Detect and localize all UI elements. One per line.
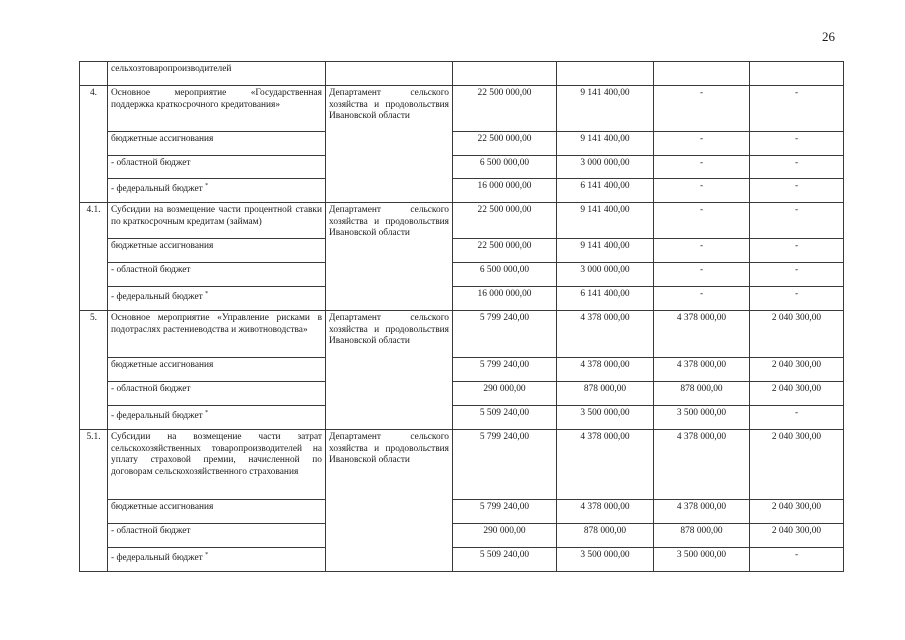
value-cell: 6 500 000,00 (453, 263, 557, 287)
budget-line-label (108, 548, 326, 572)
value-cell: 290 000,00 (453, 524, 557, 548)
table-row (80, 287, 844, 311)
value-cell: 5 799 240,00 (453, 500, 557, 524)
budget-line-label (108, 287, 326, 311)
value-cell: 4 378 000,00 (654, 500, 750, 524)
value-cell: - (654, 239, 750, 263)
footnote-mark: * (205, 552, 209, 558)
value-cell: - (750, 239, 844, 263)
value-cell: 4 378 000,00 (557, 500, 654, 524)
table-row (80, 179, 844, 203)
value-cell: 5 509 240,00 (453, 406, 557, 430)
value-cell: 5 799 240,00 (453, 311, 557, 358)
value-cell (654, 62, 750, 86)
value-cell: 3 500 000,00 (557, 406, 654, 430)
value-cell: 22 500 000,00 (453, 86, 557, 132)
value-cell (557, 62, 654, 86)
value-cell: 5 509 240,00 (453, 548, 557, 572)
value-cell: - (654, 263, 750, 287)
department-cell (326, 62, 453, 86)
value-cell: 4 378 000,00 (654, 358, 750, 382)
value-cell: - (750, 287, 844, 311)
footnote-mark: * (205, 291, 209, 297)
value-cell: 2 040 300,00 (750, 358, 844, 382)
table-row (80, 500, 844, 524)
footnote-mark: * (205, 410, 209, 416)
table-row (80, 156, 844, 179)
program-name-cell: Основное мероприятие «Управление рисками в подотраслях растениеводства и животноводства» (108, 311, 326, 358)
budget-line-label: бюджетные ассигнования (108, 239, 326, 263)
value-cell: - (750, 179, 844, 203)
value-cell: 9 141 400,00 (557, 239, 654, 263)
value-cell: 4 378 000,00 (557, 358, 654, 382)
value-cell: 22 500 000,00 (453, 203, 557, 239)
value-cell: 2 040 300,00 (750, 382, 844, 406)
budget-table (79, 61, 844, 572)
value-cell: 2 040 300,00 (750, 430, 844, 500)
budget-line-text: - федеральный бюджет (111, 184, 203, 195)
value-cell: - (654, 287, 750, 311)
value-cell: 9 141 400,00 (557, 132, 654, 156)
value-cell: 878 000,00 (654, 524, 750, 548)
budget-line-label: бюджетные ассигнования (108, 132, 326, 156)
program-name-cell: Субсидии на возмещение части затрат сельскохозяйственных товаропроизводителей на уплату страховой премии, начисленной по договорам сельскохозяйственного страхования (108, 430, 326, 500)
table-row (80, 239, 844, 263)
value-cell: - (654, 156, 750, 179)
value-cell: - (750, 86, 844, 132)
table-row (80, 430, 844, 500)
page-number: 26 (822, 29, 835, 44)
table-row (80, 132, 844, 156)
value-cell: 9 141 400,00 (557, 203, 654, 239)
table-row (80, 62, 844, 86)
budget-line-label: - областной бюджет (108, 156, 326, 179)
value-cell: 878 000,00 (557, 524, 654, 548)
row-number-cell: 4. (80, 86, 108, 203)
table-row (80, 86, 844, 132)
value-cell: 4 378 000,00 (654, 430, 750, 500)
department-cell: Департамент сельского хозяйства и продовольствия Ивановской области (326, 203, 453, 311)
value-cell: 4 378 000,00 (557, 430, 654, 500)
row-number-cell: 5.1. (80, 430, 108, 572)
value-cell: 6 141 400,00 (557, 179, 654, 203)
value-cell (453, 62, 557, 86)
value-cell: 2 040 300,00 (750, 311, 844, 358)
value-cell: 16 000 000,00 (453, 179, 557, 203)
budget-line-label: - областной бюджет (108, 524, 326, 548)
budget-line-text: - федеральный бюджет (111, 292, 203, 303)
table-row (80, 358, 844, 382)
value-cell: - (750, 263, 844, 287)
value-cell: 22 500 000,00 (453, 239, 557, 263)
row-number-cell (80, 62, 108, 86)
value-cell: - (654, 179, 750, 203)
value-cell: - (750, 203, 844, 239)
value-cell: - (654, 86, 750, 132)
footnote-mark: * (205, 183, 209, 189)
department-cell: Департамент сельского хозяйства и продовольствия Ивановской области (326, 86, 453, 203)
value-cell: 3 500 000,00 (557, 548, 654, 572)
value-cell: 2 040 300,00 (750, 500, 844, 524)
value-cell: 16 000 000,00 (453, 287, 557, 311)
department-cell: Департамент сельского хозяйства и продовольствия Ивановской области (326, 311, 453, 430)
budget-line-label: - областной бюджет (108, 382, 326, 406)
budget-line-text: - федеральный бюджет (111, 411, 203, 422)
program-name-cell: Основное мероприятие «Государственная поддержка краткосрочного кредитования» (108, 86, 326, 132)
value-cell: 4 378 000,00 (557, 311, 654, 358)
value-cell: 290 000,00 (453, 382, 557, 406)
table-row (80, 263, 844, 287)
value-cell: 3 000 000,00 (557, 156, 654, 179)
department-cell: Департамент сельского хозяйства и продовольствия Ивановской области (326, 430, 453, 572)
value-cell: 5 799 240,00 (453, 430, 557, 500)
value-cell: 878 000,00 (654, 382, 750, 406)
value-cell: 5 799 240,00 (453, 358, 557, 382)
value-cell (750, 62, 844, 86)
row-number-cell: 5. (80, 311, 108, 430)
table-row (80, 203, 844, 239)
value-cell: 9 141 400,00 (557, 86, 654, 132)
value-cell: - (654, 132, 750, 156)
budget-line-text: - федеральный бюджет (111, 553, 203, 564)
table-row (80, 524, 844, 548)
budget-line-label: - областной бюджет (108, 263, 326, 287)
program-name-cell: сельхозтоваропроизводителей (108, 62, 326, 86)
budget-line-label: бюджетные ассигнования (108, 500, 326, 524)
table-row (80, 311, 844, 358)
value-cell: - (654, 203, 750, 239)
value-cell: - (750, 548, 844, 572)
budget-line-label (108, 406, 326, 430)
table-row (80, 382, 844, 406)
value-cell: 2 040 300,00 (750, 524, 844, 548)
value-cell: 4 378 000,00 (654, 311, 750, 358)
value-cell: - (750, 406, 844, 430)
row-number-cell: 4.1. (80, 203, 108, 311)
value-cell: 6 141 400,00 (557, 287, 654, 311)
value-cell: 3 000 000,00 (557, 263, 654, 287)
value-cell: 3 500 000,00 (654, 406, 750, 430)
value-cell: - (750, 132, 844, 156)
program-name-cell: Субсидии на возмещение части процентной ставки по краткосрочным кредитам (займам) (108, 203, 326, 239)
budget-line-label: бюджетные ассигнования (108, 358, 326, 382)
value-cell: 22 500 000,00 (453, 132, 557, 156)
budget-line-label (108, 179, 326, 203)
value-cell: 6 500 000,00 (453, 156, 557, 179)
value-cell: - (750, 156, 844, 179)
value-cell: 3 500 000,00 (654, 548, 750, 572)
table-row (80, 548, 844, 572)
value-cell: 878 000,00 (557, 382, 654, 406)
table-row (80, 406, 844, 430)
